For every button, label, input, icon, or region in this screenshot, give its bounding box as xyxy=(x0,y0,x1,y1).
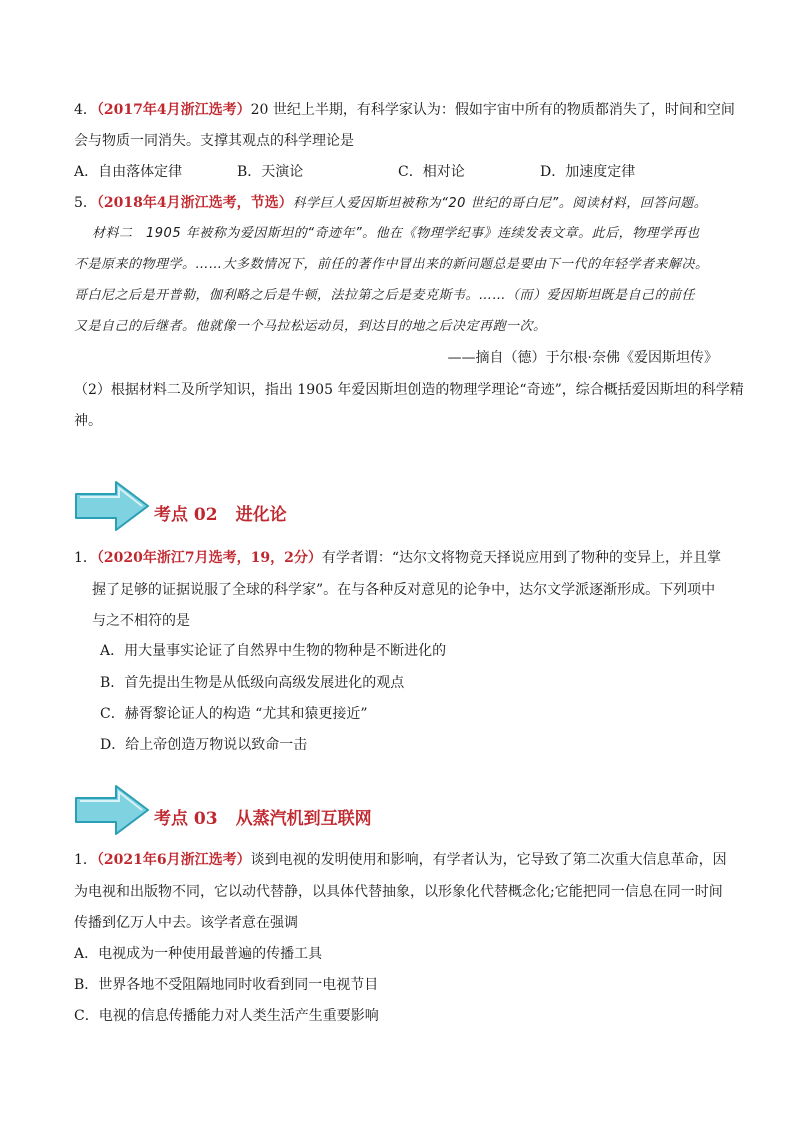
material-line-3: 哥白尼之后是开普勒，伽利略之后是牛顿，法拉第之后是麦克斯韦。……（而）爱因斯坦既是自己的前任 xyxy=(74,288,696,303)
section-code: 考点 03 xyxy=(154,809,218,829)
section-code: 考点 02 xyxy=(154,505,218,525)
material-attribution: ——摘自（德）于尔根·奈佛《爱因斯坦传》 xyxy=(447,350,718,366)
question-number: 1． xyxy=(74,550,97,566)
question-text: 有学者谓：“达尔文将物竞天择说应用到了物种的变异上，并且掌 xyxy=(321,550,722,566)
option-c[interactable]: C．赫胥黎论证人的构造 “尤其和猿更接近” xyxy=(100,706,368,722)
option-c[interactable]: C．相对论 xyxy=(398,164,465,180)
right-arrow-icon xyxy=(72,478,152,534)
section-name: 从蒸汽机到互联网 xyxy=(235,809,372,829)
section-heading-03 xyxy=(72,782,472,842)
question-intro: 科学巨人爱因斯坦被称为“20 世纪的哥白尼”。阅读材料，回答问题。 xyxy=(292,196,708,211)
s2-question-1-line-1 xyxy=(74,548,721,568)
material-line-2: 不是原来的物理学。……大多数情况下，前任的著作中冒出来的新问题总是要由下一代的年轻学者来解决。 xyxy=(74,257,709,272)
section-title xyxy=(154,500,287,525)
s3-question-1-line-3: 传播到亿万人中去。该学者意在强调 xyxy=(74,915,298,931)
option-d[interactable]: D．给上帝创造万物说以致命一击 xyxy=(100,737,308,753)
option-a[interactable]: A．电视成为一种使用最普遍的传播工具 xyxy=(74,946,323,962)
section-name: 进化论 xyxy=(235,505,287,525)
option-a[interactable]: A．用大量事实论证了自然界中生物的物种是不断进化的 xyxy=(100,643,447,659)
question-number: 5． xyxy=(74,195,97,211)
section-title xyxy=(154,804,372,829)
question-text: 20 世纪上半期，有科学家认为：假如宇宙中所有的物质都消失了，时间和空间 xyxy=(250,102,735,118)
material-line-4: 又是自己的后继者。他就像一个马拉松运动员，到达目的地之后决定再跑一次。 xyxy=(74,319,547,334)
question-4-options xyxy=(74,162,734,182)
option-d[interactable]: D．加速度定律 xyxy=(540,164,636,180)
question-source: （2021年6月浙江选考） xyxy=(96,852,251,868)
s3-question-1-line-2: 为电视和出版物不同，它以动代替静，以具体代替抽象，以形象化代替概念化;它能把同一信息在同一时间 xyxy=(74,884,723,900)
s3-question-1-line-1 xyxy=(74,850,727,870)
question-5-line-1 xyxy=(74,193,707,214)
option-b[interactable]: B．天演论 xyxy=(237,164,304,180)
material-line-1: 材料二 1905 年被称为爱因斯坦的“奇迹年”。他在《物理学纪事》连续发表文章。此后，物理学再也 xyxy=(92,226,700,241)
option-a[interactable]: A．自由落体定律 xyxy=(74,164,183,180)
question-text: 谈到电视的发明使用和影响，有学者认为，它导致了第二次重大信息革命，因 xyxy=(250,852,727,868)
question-source: （2018年4月浙江选考，节选） xyxy=(96,195,293,211)
question-4-line-2: 会与物质一同消失。支撑其观点的科学理论是 xyxy=(74,133,354,149)
right-arrow-icon xyxy=(72,782,152,838)
s2-question-1-line-3: 与之不相符的是 xyxy=(92,613,190,629)
option-b[interactable]: B．首先提出生物是从低级向高级发展进化的观点 xyxy=(100,675,405,691)
question-5-sub-1: （2）根据材料二及所学知识，指出 1905 年爱因斯坦创造的物理学理论“奇迹”，综合概括爱因斯坦的科学精 xyxy=(74,382,744,398)
question-number: 1． xyxy=(74,852,97,868)
question-5-sub-2: 神。 xyxy=(74,413,102,429)
s2-question-1-line-2: 握了足够的证据说服了全球的科学家”。在与各种反对意见的论争中，达尔文学派逐渐形成。下列项中 xyxy=(92,582,716,598)
option-c[interactable]: C．电视的信息传播能力对人类生活产生重要影响 xyxy=(74,1008,379,1024)
question-source: （2017年4月浙江选考） xyxy=(96,102,251,118)
question-source: （2020年浙江7月选考，19，2分） xyxy=(96,550,322,566)
section-heading-02 xyxy=(72,478,472,538)
option-b[interactable]: B．世界各地不受阻隔地同时收看到同一电视节目 xyxy=(74,977,379,993)
question-number: 4． xyxy=(74,102,97,118)
question-4-line-1 xyxy=(74,100,735,120)
